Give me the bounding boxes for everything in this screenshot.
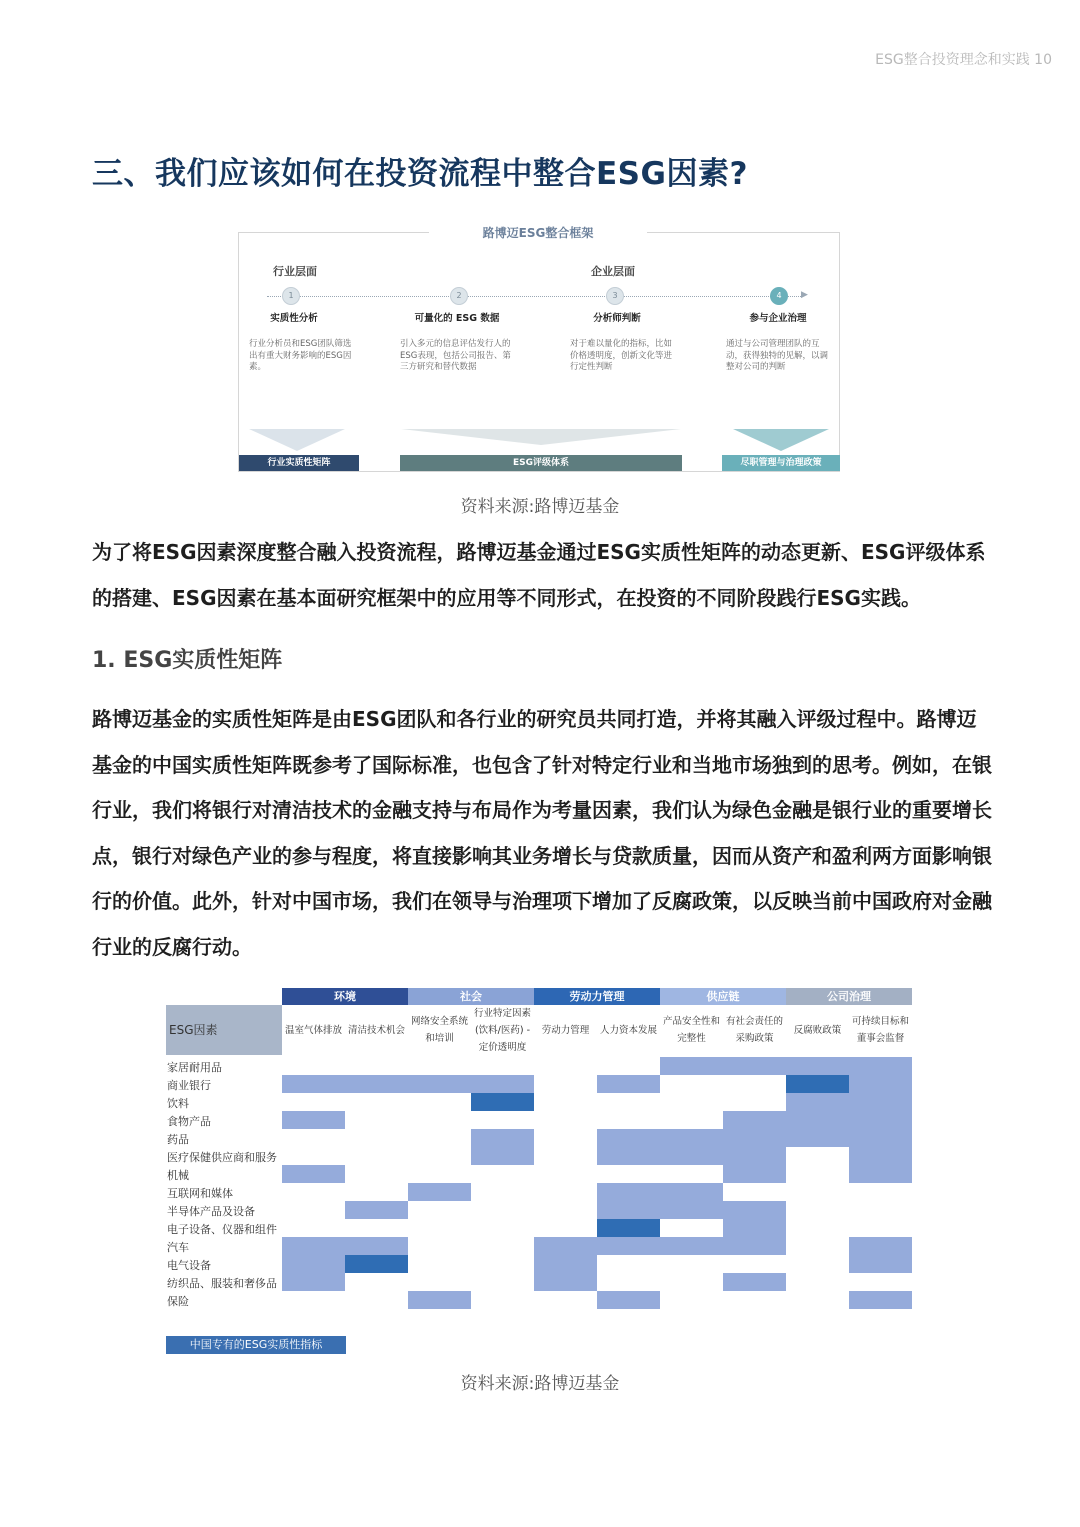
matrix-cell [534, 1255, 597, 1273]
factor-header: 温室气体排放 [284, 1024, 342, 1036]
step-2-circle: 2 [450, 287, 468, 305]
funnel-3-shape [733, 429, 829, 451]
matrix-cell [471, 1093, 534, 1111]
bar-industry-matrix: 行业实质性矩阵 [239, 455, 359, 471]
matrix-cell [723, 1201, 786, 1219]
matrix-cell [849, 1093, 912, 1111]
matrix-cell [849, 1075, 912, 1093]
bar-esg-rating: ESG评级体系 [400, 455, 682, 471]
industry-label: 电子设备、仪器和组件 [167, 1223, 277, 1236]
category-header: 环境 [282, 988, 408, 1005]
industry-label: 医疗保健供应商和服务 [167, 1151, 277, 1164]
matrix-cell [597, 1075, 660, 1093]
matrix-cell [723, 1219, 786, 1237]
framework-title: 路博迈ESG整合框架 [429, 224, 647, 241]
category-header: 供应链 [660, 988, 786, 1005]
matrix-cell [723, 1111, 786, 1129]
matrix-cell [849, 1147, 912, 1165]
matrix-cell [597, 1237, 660, 1255]
matrix-cell [282, 1237, 345, 1255]
matrix-cell [471, 1147, 534, 1165]
matrix-corner-label: ESG因素 [169, 1023, 218, 1037]
step-1-circle: 1 [282, 287, 300, 305]
matrix-cell [345, 1255, 408, 1273]
matrix-cell [660, 1183, 723, 1201]
industry-label: 饮料 [167, 1097, 189, 1110]
matrix-cell [408, 1183, 471, 1201]
step-1-label: 实质性分析 [270, 313, 318, 324]
matrix-cell [282, 1111, 345, 1129]
matrix-cell [282, 1075, 345, 1093]
matrix-cell [723, 1147, 786, 1165]
factor-header: 反腐败政策 [793, 1024, 842, 1036]
matrix-cell [345, 1075, 408, 1093]
funnel-2-shape [401, 429, 681, 445]
matrix-cell [660, 1237, 723, 1255]
industry-label: 食物产品 [167, 1115, 211, 1128]
source-caption-1: 资料来源:路博迈基金 [460, 497, 620, 517]
funnel-1-shape [249, 429, 345, 451]
matrix-cell [660, 1147, 723, 1165]
matrix-cell [849, 1057, 912, 1075]
step-2-label: 可量化的 ESG 数据 [414, 313, 500, 324]
matrix-cell [345, 1201, 408, 1219]
matrix-cell [786, 1093, 849, 1111]
industry-label: 机械 [167, 1169, 189, 1182]
factor-header: 可持续目标和董事会监督 [851, 1016, 909, 1044]
step-4-circle: 4 [770, 287, 788, 305]
matrix-legend: 中国专有的ESG实质性指标 [166, 1336, 346, 1354]
industry-label: 药品 [167, 1133, 189, 1146]
matrix-corner [166, 1005, 282, 1055]
matrix-cell [471, 1075, 534, 1093]
matrix-cell [282, 1165, 345, 1183]
matrix-cell [723, 1237, 786, 1255]
industry-label: 保险 [167, 1295, 189, 1308]
matrix-cell [471, 1129, 534, 1147]
matrix-cell [723, 1057, 786, 1075]
company-level-label: 企业层面 [591, 265, 635, 278]
factor-header: 清洁技术机会 [347, 1024, 405, 1036]
running-header: ESG整合投资理念和实践 10 [875, 52, 1052, 68]
matrix-cell [723, 1273, 786, 1291]
step-1-desc: 行业分析员和ESG团队筛选出有重大财务影响的ESG因素。 [249, 339, 352, 372]
matrix-cell [597, 1219, 660, 1237]
factor-header: 人力资本发展 [599, 1024, 657, 1036]
materiality-paragraph: 路博迈基金的实质性矩阵是由ESG团队和各行业的研究员共同打造，并将其融入评级过程中。路博迈基金的中国实质性矩阵既参考了国际标准，也包含了针对特定行业和当地市场独到的思考。例如，在银行业，我们将银行对清洁技术的金融支持与布局作为考量因素，我们认为绿色金融是银行业的重要增长点，银行对绿色产业的参与程度，将直接影响其业务增长与贷款质量，因而从资产和盈利两方面影响银行的价值。此外，针对中国市场，我们在领导与治理项下增加了反腐政策，以反映当前中国政府对金融行业的反腐行动。 [92, 707, 992, 959]
intro-paragraph: 为了将ESG因素深度整合融入投资流程，路博迈基金通过ESG实质性矩阵的动态更新、ESG评级体系的搭建、ESG因素在基本面研究框架中的应用等不同形式，在投资的不同阶段践行ESG实践。 [92, 540, 986, 610]
matrix-cell [849, 1165, 912, 1183]
matrix-cell [597, 1291, 660, 1309]
matrix-cell [660, 1129, 723, 1147]
materiality-matrix [166, 988, 916, 1318]
category-header: 公司治理 [786, 988, 912, 1005]
industry-label: 汽车 [167, 1241, 189, 1254]
industry-label: 家居耐用品 [167, 1061, 222, 1074]
factor-header: 产品安全性和完整性 [662, 1016, 720, 1044]
matrix-cell [849, 1111, 912, 1129]
step-3-circle: 3 [606, 287, 624, 305]
matrix-cell [597, 1129, 660, 1147]
matrix-cell [786, 1075, 849, 1093]
industry-label: 纺织品、服装和奢侈品 [167, 1277, 277, 1290]
matrix-cell [597, 1201, 660, 1219]
factor-header: 行业特定因素(饮料/医药) - 定价透明度 [473, 1007, 531, 1053]
step-3-label: 分析师判断 [593, 313, 641, 324]
matrix-cell [408, 1075, 471, 1093]
matrix-cell [534, 1237, 597, 1255]
matrix-cell [849, 1129, 912, 1147]
matrix-cell [786, 1129, 849, 1147]
step-3-desc: 对于难以量化的指标，比如价格透明度，创新文化等进行定性判断 [570, 339, 673, 372]
section-heading: 1. ESG实质性矩阵 [92, 648, 283, 673]
matrix-cell [345, 1237, 408, 1255]
matrix-cell [849, 1255, 912, 1273]
source-caption-2: 资料来源:路博迈基金 [460, 1374, 620, 1394]
industry-level-label: 行业层面 [273, 265, 317, 278]
matrix-cell [786, 1057, 849, 1075]
industry-label: 商业银行 [167, 1079, 211, 1092]
matrix-cell [534, 1273, 597, 1291]
factor-header: 有社会责任的采购政策 [725, 1016, 783, 1044]
matrix-cell [597, 1183, 660, 1201]
matrix-cell [849, 1291, 912, 1309]
matrix-cell [282, 1273, 345, 1291]
matrix-cell [282, 1255, 345, 1273]
category-header: 社会 [408, 988, 534, 1005]
industry-label: 互联网和媒体 [167, 1187, 233, 1200]
step-4-desc: 通过与公司管理团队的互动，获得独特的见解，以调整对公司的判断 [726, 339, 829, 372]
bar-stewardship: 尽职管理与治理政策 [722, 455, 840, 471]
section-title: 三、我们应该如何在投资流程中整合ESG因素? [92, 156, 748, 192]
matrix-cell [723, 1129, 786, 1147]
factor-header: 劳动力管理 [541, 1024, 590, 1036]
industry-label: 电气设备 [167, 1259, 211, 1272]
factor-header: 网络安全系统和培训 [410, 1016, 468, 1044]
matrix-cell [786, 1111, 849, 1129]
matrix-cell [849, 1237, 912, 1255]
step-2-desc: 引入多元的信息评估发行人的ESG表现，包括公司报告、第三方研究和替代数据 [400, 339, 511, 372]
process-line [267, 296, 803, 298]
matrix-cell [723, 1165, 786, 1183]
matrix-cell [597, 1147, 660, 1165]
category-header: 劳动力管理 [534, 988, 660, 1005]
matrix-cell [660, 1057, 723, 1075]
matrix-cell [660, 1201, 723, 1219]
matrix-cell [408, 1291, 471, 1309]
step-4-label: 参与企业治理 [749, 313, 807, 324]
arrow-head-icon: ▶ [801, 290, 808, 300]
esg-framework-diagram [238, 226, 840, 472]
industry-label: 半导体产品及设备 [167, 1205, 255, 1218]
